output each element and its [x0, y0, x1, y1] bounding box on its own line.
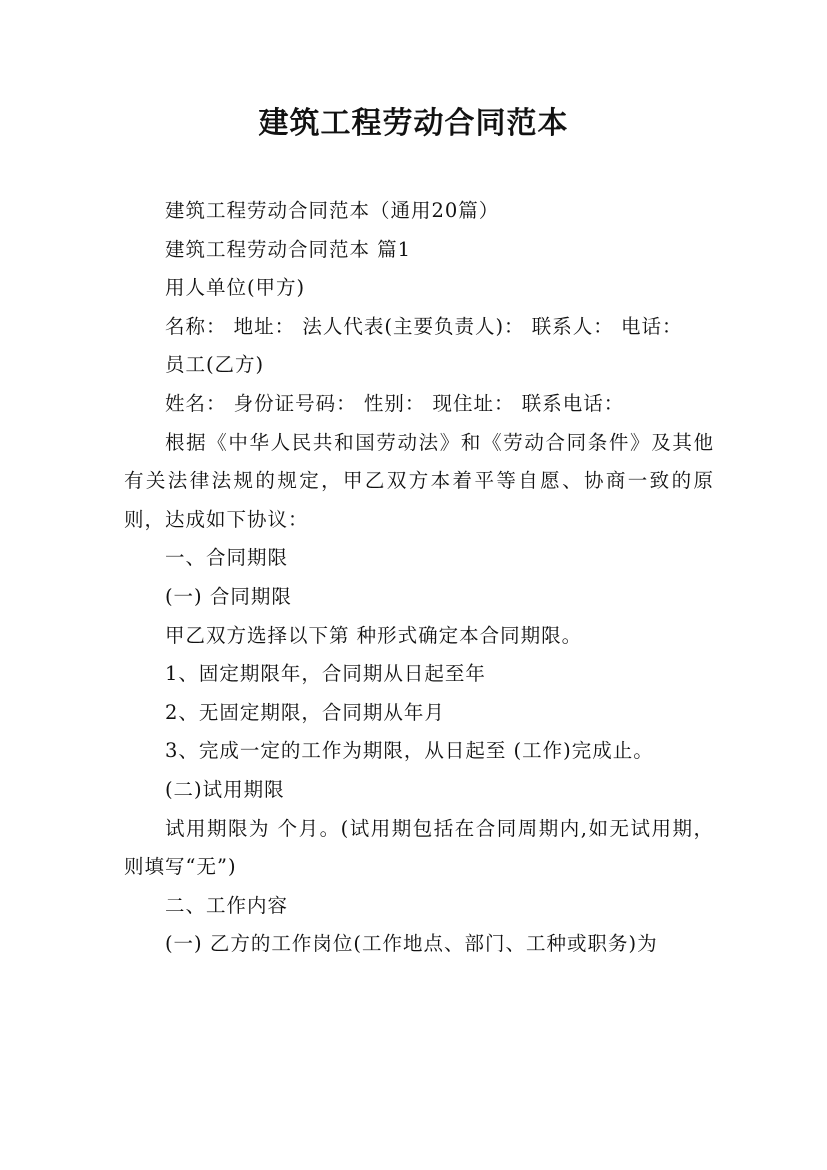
- paragraph-part-1-heading: 建筑工程劳动合同范本 篇1: [164, 237, 412, 261]
- paragraph-contract-collection-heading: 建筑工程劳动合同范本（通用20篇）: [164, 199, 500, 222]
- document-body: [124, 192, 714, 964]
- paragraph-employee-heading: 员工(乙方): [164, 353, 265, 377]
- subsection-probation: (二)试用期限: [164, 777, 285, 801]
- list-item-fixed-term: 1、固定期限年，合同期从日起至年: [164, 662, 486, 686]
- paragraph-employer-heading: 用人单位(甲方): [164, 276, 306, 300]
- section-1-heading: 一、合同期限: [164, 546, 288, 570]
- paragraph-term-selection: 甲乙双方选择以下第 种形式确定本合同期限。: [164, 623, 583, 647]
- paragraph-employer-fields: 名称： 地址： 法人代表(主要负责人)： 联系人： 电话：: [164, 314, 683, 338]
- paragraph-job-position: (一) 乙方的工作岗位(工作地点、部门、工种或职务)为: [164, 932, 658, 956]
- paragraph-legal-basis: 根据《中华人民共和国劳动法》和《劳动合同条件》及其他有关法律法规的规定，甲乙双方本着平等自愿、协商一致的原则，达成如下协议：: [124, 430, 714, 531]
- section-2-heading: 二、工作内容: [164, 893, 288, 917]
- subsection-contract-term: (一) 合同期限: [164, 584, 292, 608]
- list-item-open-term: 2、无固定期限，合同期从年月: [164, 700, 445, 724]
- paragraph-probation-period: 试用期限为 个月。(试用期包括在合同周期内,如无试用期，则填写“无”): [124, 816, 714, 879]
- list-item-task-term: 3、完成一定的工作为期限，从日起至 (工作)完成止。: [164, 739, 654, 763]
- paragraph-employee-fields: 姓名： 身份证号码： 性别： 现住址： 联系电话：: [164, 391, 625, 415]
- document-title: 建筑工程劳动合同范本: [258, 106, 569, 141]
